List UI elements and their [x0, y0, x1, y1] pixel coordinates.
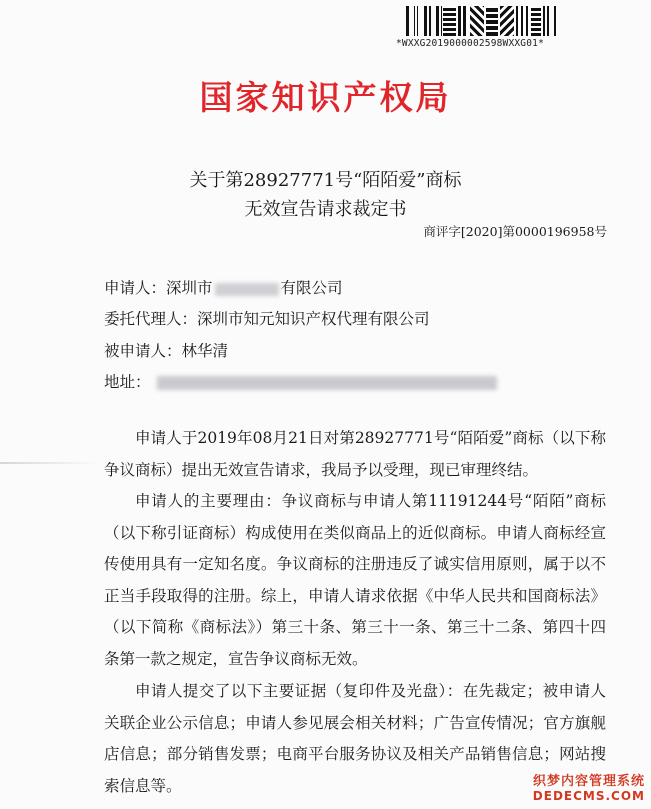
address-row	[104, 370, 497, 392]
body-paragraph-1: 申请人于2019年08月21日对第28927771号“陌陌爱”商标（以下称争议商标）提出无效宣告请求，我局予以受理，现已审理终结。	[104, 429, 606, 479]
office-name: 国家知识产权局	[199, 78, 452, 117]
watermark-cn: 织梦内容管理系统	[532, 774, 645, 789]
applicant-prefix: 深圳市	[166, 279, 213, 297]
applicant-row	[104, 276, 343, 298]
body-paragraph-3: 申请人提交了以下主要证据（复印件及光盘）：在先裁定；被申请人关联企业公示信息；申请人参见展会相关材料；广告宣传情况；官方旗舰店信息；部分销售发票；电商平台服务协议及相关产品销售信息；网站搜索信息等。	[104, 682, 606, 795]
respondent-value: 林华清	[181, 342, 229, 360]
redacted-company-name	[215, 283, 279, 296]
barcode	[406, 6, 556, 36]
site-watermark	[533, 770, 645, 803]
redacted-address	[157, 376, 497, 390]
respondent-row	[104, 339, 228, 361]
scan-artifact-line	[0, 462, 100, 464]
applicant-label: 申请人：	[104, 279, 167, 297]
document-number: 商评字[2020]第0000196958号	[423, 224, 607, 239]
agent-label: 委托代理人：	[104, 310, 198, 328]
document-title-line-1: 关于第28927771号“陌陌爱”商标	[189, 170, 462, 191]
agent-row	[104, 307, 430, 329]
agent-value: 深圳市知元知识产权代理有限公司	[197, 310, 430, 328]
respondent-label: 被申请人：	[104, 342, 182, 360]
document-title-line-2: 无效宣告请求裁定书	[244, 199, 407, 220]
barcode-code: *WXXG2019000002598WXXG01*	[396, 38, 544, 49]
address-label: 地址：	[104, 373, 151, 391]
applicant-suffix: 有限公司	[280, 279, 343, 297]
watermark-en: DEDECMS.COM	[532, 789, 645, 803]
body-paragraph-2: 申请人的主要理由：争议商标与申请人第11191244号“陌陌”商标（以下称引证商标）构成使用在类似商品上的近似商标。申请人商标经宣传使用具有一定知名度。争议商标的注册违反了诚实信用原则，属于以不正当手段取得的注册。综上，申请人请求依据《中华人民共和国商标法》（以下简称《商标法》）第三十条、第三十一条、第三十二条、第四十四条第一款之规定，宣告争议商标无效。	[104, 492, 606, 668]
